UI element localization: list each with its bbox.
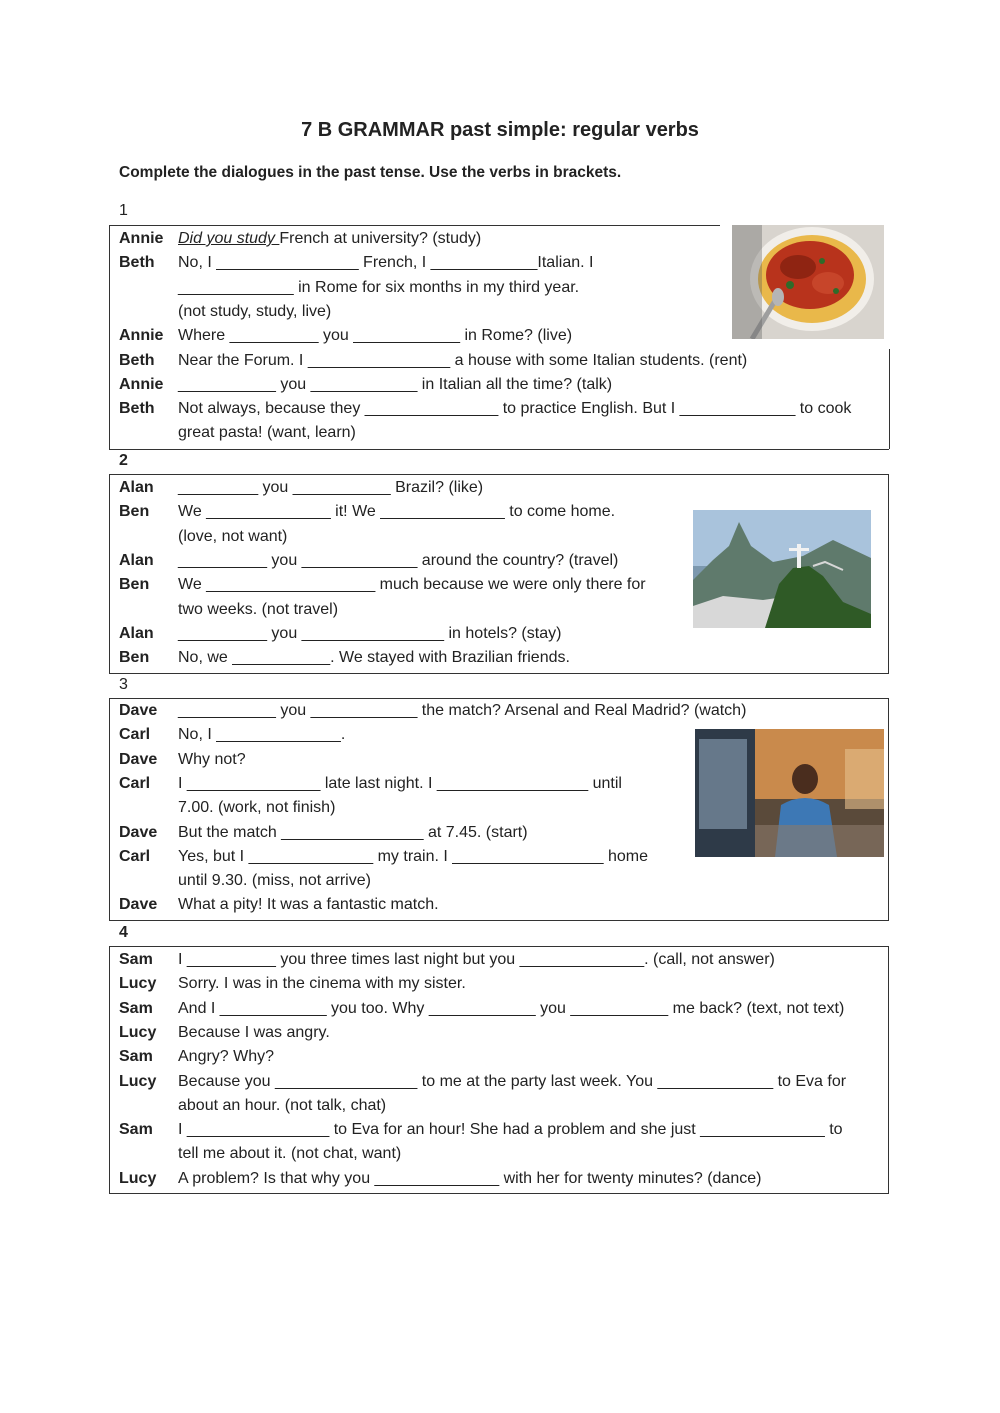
speaker-name: Alan bbox=[119, 624, 154, 642]
dialogue-text bbox=[178, 646, 570, 670]
line-text: I __________ you three times last night but you ______________. (call, not answer) bbox=[178, 951, 775, 968]
rio-image bbox=[693, 510, 871, 628]
dialogue-line bbox=[110, 1118, 870, 1142]
dialogue-text bbox=[178, 869, 371, 893]
line-text: __________ you _____________ around the country? (travel) bbox=[178, 551, 619, 569]
speaker-name: Alan bbox=[119, 479, 154, 496]
dialogue-text bbox=[178, 525, 287, 549]
speaker-name: Dave bbox=[119, 702, 158, 719]
dialogue-line bbox=[110, 397, 870, 421]
line-text: No, I ______________. bbox=[178, 726, 346, 744]
speaker-name: Alan bbox=[119, 551, 154, 569]
line-text: Because you ________________ to me at the party last week. You _____________ to Eva for bbox=[178, 1072, 847, 1090]
speaker-name: Annie bbox=[119, 230, 164, 247]
speaker-name: Annie bbox=[119, 375, 164, 393]
dialogue-line bbox=[110, 1045, 870, 1069]
dialogue-text bbox=[178, 1045, 274, 1069]
dialogue-line bbox=[110, 476, 870, 500]
speaker-name: Ben bbox=[119, 649, 150, 667]
dialogue-text bbox=[178, 772, 622, 796]
section-number: 1 bbox=[119, 202, 128, 219]
dialogue-text bbox=[178, 1094, 386, 1118]
line-text: I ________________ to Eva for an hour! She had a problem and she just ______________ to bbox=[178, 1121, 843, 1139]
line-text: No, we ___________. We stayed with Brazilian friends. bbox=[178, 649, 570, 667]
dialogue-text bbox=[178, 573, 646, 597]
line-text: Not always, because they _______________ to practice English. But I _____________ to cook bbox=[178, 400, 852, 418]
line-text: What a pity! It was a fantastic match. bbox=[178, 896, 439, 914]
dialogue-line bbox=[110, 421, 870, 445]
dialogue-text bbox=[178, 948, 775, 972]
line-text: _____________ in Rome for six months in my third year. bbox=[178, 278, 580, 296]
dialogue-text bbox=[178, 796, 335, 820]
dialogue-text bbox=[178, 397, 851, 421]
speaker-name: Sam bbox=[119, 1121, 153, 1139]
dialogue-text bbox=[178, 349, 747, 373]
dialogue-line bbox=[110, 869, 870, 893]
line-text: And I ____________ you too. Why ____________ you ___________ me back? (text, not text) bbox=[178, 999, 845, 1017]
line-text: I _______________ late last night. I _________________ until bbox=[178, 774, 622, 792]
dialogue-text bbox=[178, 748, 246, 772]
line-text: Sorry. I was in the cinema with my sister. bbox=[178, 975, 466, 993]
line-text: Near the Forum. I ________________ a house with some Italian students. (rent) bbox=[178, 351, 748, 369]
speaker-name: Carl bbox=[119, 847, 151, 865]
speaker-name: Lucy bbox=[119, 975, 157, 993]
section-number: 2 bbox=[119, 452, 128, 469]
speaker-name: Ben bbox=[119, 576, 150, 594]
line-text: (not study, study, live) bbox=[178, 302, 332, 320]
line-text: about an hour. (not talk, chat) bbox=[178, 1096, 387, 1114]
speaker-name: Beth bbox=[119, 254, 155, 272]
speaker-name: Sam bbox=[119, 951, 153, 968]
dialogue-text bbox=[178, 227, 481, 251]
dialogue-line bbox=[110, 1070, 870, 1094]
page-title: 7 B GRAMMAR past simple: regular verbs bbox=[301, 119, 699, 141]
line-text: Yes, but I ______________ my train. I _________________ home bbox=[178, 847, 649, 865]
line-text: No, I ________________ French, I ____________Italian. I bbox=[178, 254, 594, 272]
dialogue-line bbox=[110, 1094, 870, 1118]
dialogue-text bbox=[178, 699, 746, 723]
line-text: two weeks. (not travel) bbox=[178, 600, 339, 618]
dialogue-text bbox=[178, 421, 356, 445]
dialogue-line bbox=[110, 972, 870, 996]
dialogue-text bbox=[178, 845, 648, 869]
line-text: Where __________ you ____________ in Rome? (live) bbox=[178, 327, 573, 345]
speaker-name: Lucy bbox=[119, 1072, 157, 1090]
line-text: _________ you ___________ Brazil? (like) bbox=[178, 479, 484, 496]
dialogue-text bbox=[178, 300, 331, 324]
dialogue-text bbox=[178, 1070, 846, 1094]
divider bbox=[889, 349, 890, 449]
speaker-name: Carl bbox=[119, 726, 151, 744]
line-text: ___________ you ____________ the match? Arsenal and Real Madrid? (watch) bbox=[178, 702, 747, 719]
line-text: 7.00. (work, not finish) bbox=[178, 799, 336, 817]
line-text: We ___________________ much because we were only there for bbox=[178, 576, 646, 594]
dialogue-text bbox=[178, 1118, 843, 1142]
dialogue-line bbox=[110, 646, 870, 670]
speaker-name: Ben bbox=[119, 503, 150, 521]
speaker-name: Beth bbox=[119, 351, 155, 369]
dialogue-text bbox=[178, 598, 338, 622]
dialogue-text bbox=[178, 893, 439, 917]
line-text: __________ you ________________ in hotels? (stay) bbox=[178, 624, 562, 642]
speaker-name: Dave bbox=[119, 750, 158, 768]
dialogue-text bbox=[178, 723, 345, 747]
dialogue-text bbox=[178, 324, 572, 348]
dialogue-text bbox=[178, 251, 593, 275]
dialogue-text bbox=[178, 622, 561, 646]
speaker-name: Carl bbox=[119, 774, 151, 792]
line-text: French at university? (study) bbox=[279, 230, 482, 247]
speaker-name: Sam bbox=[119, 999, 153, 1017]
dialogue-text bbox=[178, 972, 466, 996]
line-text: (love, not want) bbox=[178, 527, 288, 545]
dialogue-text bbox=[178, 476, 483, 500]
section-number: 4 bbox=[119, 924, 128, 941]
dialogue-text bbox=[178, 821, 528, 845]
line-text: ___________ you ____________ in Italian all the time? (talk) bbox=[178, 375, 613, 393]
dialogue-line bbox=[110, 997, 870, 1021]
line-text: Angry? Why? bbox=[178, 1048, 275, 1066]
dialogue-text bbox=[178, 500, 615, 524]
dialogue-line bbox=[110, 948, 870, 972]
speaker-name: Beth bbox=[119, 400, 155, 418]
speaker-name: Sam bbox=[119, 1048, 153, 1066]
dialogue-line bbox=[110, 1021, 870, 1045]
line-text: A problem? Is that why you ______________ with her for twenty minutes? (dance) bbox=[178, 1169, 762, 1187]
dialogue-line bbox=[110, 699, 870, 723]
dialogue-line bbox=[110, 349, 870, 373]
line-text: Because I was angry. bbox=[178, 1023, 330, 1041]
line-text: Why not? bbox=[178, 750, 246, 768]
line-text: until 9.30. (miss, not arrive) bbox=[178, 872, 371, 890]
dialogue-text bbox=[178, 373, 612, 397]
dialogue-line bbox=[110, 1142, 870, 1166]
line-text: But the match ________________ at 7.45. (start) bbox=[178, 823, 528, 841]
speaker-name: Dave bbox=[119, 823, 158, 841]
section-number: 3 bbox=[119, 676, 128, 693]
dialogue-text bbox=[178, 549, 618, 573]
dialogue-text bbox=[178, 1021, 330, 1045]
office-worker-image bbox=[695, 729, 884, 857]
dialogue-text bbox=[178, 997, 844, 1021]
dialogue-line bbox=[110, 893, 870, 917]
example-answer: Did you study bbox=[178, 230, 280, 247]
dialogue-text bbox=[178, 1142, 401, 1166]
pasta-image bbox=[732, 225, 884, 339]
dialogue-line bbox=[110, 1167, 870, 1191]
line-text: We ______________ it! We ______________ to come home. bbox=[178, 503, 616, 521]
dialogue-text bbox=[178, 276, 579, 300]
line-text: tell me about it. (not chat, want) bbox=[178, 1145, 402, 1163]
instructions: Complete the dialogues in the past tense. Use the verbs in brackets. bbox=[119, 164, 622, 181]
dialogue-line bbox=[110, 373, 870, 397]
speaker-name: Lucy bbox=[119, 1169, 157, 1187]
speaker-name: Dave bbox=[119, 896, 158, 914]
speaker-name: Annie bbox=[119, 327, 164, 345]
dialogue-text bbox=[178, 1167, 761, 1191]
speaker-name: Lucy bbox=[119, 1023, 157, 1041]
line-text: great pasta! (want, learn) bbox=[178, 424, 356, 442]
